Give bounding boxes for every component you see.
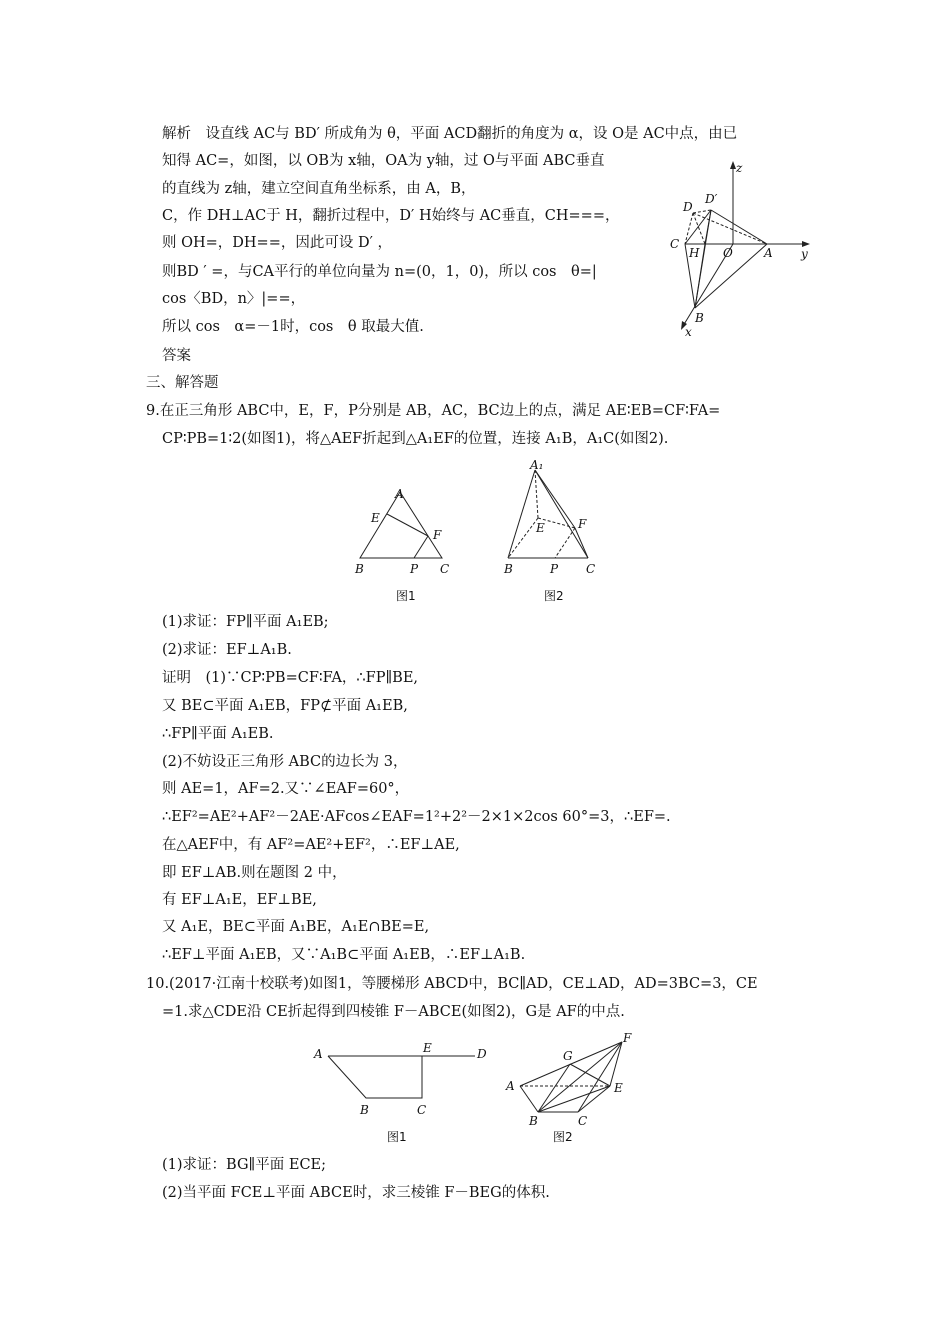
label-A: A xyxy=(764,246,773,260)
solution-line-2: 知得 AC=，如图，以 OB为 x轴，OA为 y轴，过 O与平面 ABC垂直 xyxy=(162,153,605,169)
q9-body-4: 又 BE⊂平面 A₁EB，FP⊄平面 A₁EB, xyxy=(162,698,408,714)
q10-figure-2 xyxy=(500,1030,635,1130)
label-B: B xyxy=(695,311,704,325)
solution-line-8: 所以 cos α=－1时，cos θ 取最大值. xyxy=(162,319,424,335)
label-A1: A₁ xyxy=(530,460,544,472)
label-D: D xyxy=(477,1047,487,1061)
q10-figure-1 xyxy=(310,1042,495,1122)
q9-body-11: 有 EF⊥A₁E，EF⊥BE, xyxy=(162,892,317,908)
label-E: E xyxy=(423,1042,432,1055)
q9-body-10: 即 EF⊥AB.则在题图 2 中， xyxy=(162,865,347,881)
q10-line-1: 10.(2017·江南十校联考)如图1，等腰梯形 ABCD中，BC∥AD，CE⊥AD，AD=3BC=3，CE xyxy=(146,976,758,992)
label-A: A xyxy=(395,487,404,501)
label-F: F xyxy=(433,528,442,542)
label-C: C xyxy=(578,1114,588,1128)
label-P: P xyxy=(550,562,559,576)
label-B: B xyxy=(360,1103,369,1117)
q10-line-2: =1.求△CDE沿 CE折起得到四棱锥 F－ABCE(如图2)，G是 AF的中点. xyxy=(162,1004,625,1020)
q9-body-8: ∴EF²=AE²+AF²－2AE·AFcos∠EAF=1²+2²－2×1×2cos 60°=3，∴EF=. xyxy=(162,809,671,825)
q10-body-1: (1)求证：BG∥平面 ECE; xyxy=(162,1157,327,1173)
q10-fig2-caption: 图2 xyxy=(553,1130,573,1144)
section-heading: 三、解答题 xyxy=(146,375,219,391)
label-C: C xyxy=(670,237,680,251)
label-D: D xyxy=(683,200,693,214)
q9-line-2: CP∶PB=1∶2(如图1)，将△AEF折起到△A₁EF的位置，连接 A₁B，A₁C(如图2). xyxy=(162,431,669,447)
q9-figure-2 xyxy=(500,460,610,580)
q9-fig2-caption: 图2 xyxy=(544,589,564,603)
solution-line-3: 的直线为 z轴，建立空间直角坐标系，由 A，B， xyxy=(162,181,476,197)
q10-fig1-caption: 图1 xyxy=(387,1130,407,1144)
label-G: G xyxy=(563,1049,573,1063)
q9-figure-1 xyxy=(350,480,460,580)
solution-line-4: C，作 DH⊥AC于 H，翻折过程中，D′ H始终与 AC垂直，CH===， xyxy=(162,208,620,224)
solution-line-1: 解析 设直线 AC与 BD′ 所成角为 θ，平面 ACD翻折的角度为 α，设 O是 AC中点，由已 xyxy=(162,126,738,142)
q9-body-13: ∴EF⊥平面 A₁EB，又∵A₁B⊂平面 A₁EB，∴EF⊥A₁B. xyxy=(162,947,526,963)
label-y: y xyxy=(801,247,808,261)
solution-line-6: 则BD ′ =，与CA平行的单位向量为 n=(0，1，0)，所以 cos θ=| xyxy=(162,264,597,280)
label-E: E xyxy=(371,511,380,525)
q10-body-2: (2)当平面 FCE⊥平面 ABCE时，求三棱锥 F－BEG的体积. xyxy=(162,1185,550,1201)
solution-line-5: 则 OH=，DH==，因此可设 D′ ， xyxy=(162,235,392,251)
label-F: F xyxy=(578,517,587,531)
coordinate-system-figure xyxy=(665,158,825,338)
label-D-prime: D′ xyxy=(705,192,718,206)
label-H: H xyxy=(689,246,700,260)
q9-fig1-caption: 图1 xyxy=(396,589,416,603)
solution-line-7: cos〈BD，n〉|==， xyxy=(162,291,306,307)
label-O: O xyxy=(723,246,733,260)
q9-body-5: ∴FP∥平面 A₁EB. xyxy=(162,726,274,742)
label-P: P xyxy=(410,562,419,576)
label-B: B xyxy=(529,1114,538,1128)
label-A: A xyxy=(314,1047,323,1061)
q9-body-1: (1)求证：FP∥平面 A₁EB; xyxy=(162,614,329,630)
label-B: B xyxy=(504,562,513,576)
q9-body-2: (2)求证：EF⊥A₁B. xyxy=(162,642,292,658)
label-E: E xyxy=(536,521,545,535)
label-E: E xyxy=(614,1081,623,1095)
label-C: C xyxy=(586,562,596,576)
q9-body-9: 在△AEF中，有 AF²=AE²+EF²，∴EF⊥AE, xyxy=(162,837,460,853)
q9-body-6: (2)不妨设正三角形 ABC的边长为 3， xyxy=(162,754,408,770)
label-C: C xyxy=(417,1103,427,1117)
q9-body-12: 又 A₁E，BE⊂平面 A₁BE，A₁E∩BE=E, xyxy=(162,919,430,935)
q9-body-7: 则 AE=1，AF=2.又∵∠EAF=60°， xyxy=(162,781,410,797)
label-B: B xyxy=(355,562,364,576)
answer-label: 答案 xyxy=(162,348,191,364)
label-A: A xyxy=(506,1079,515,1093)
q9-line-1: 9.在正三角形 ABC中，E，F，P分别是 AB，AC，BC边上的点，满足 AE∶EB=CF∶FA= xyxy=(146,403,721,419)
label-x: x xyxy=(685,325,692,338)
q9-body-3: 证明 (1)∵CP∶PB=CF∶FA，∴FP∥BE, xyxy=(162,670,419,686)
label-z: z xyxy=(736,161,743,175)
label-F: F xyxy=(623,1031,632,1045)
label-C: C xyxy=(440,562,450,576)
